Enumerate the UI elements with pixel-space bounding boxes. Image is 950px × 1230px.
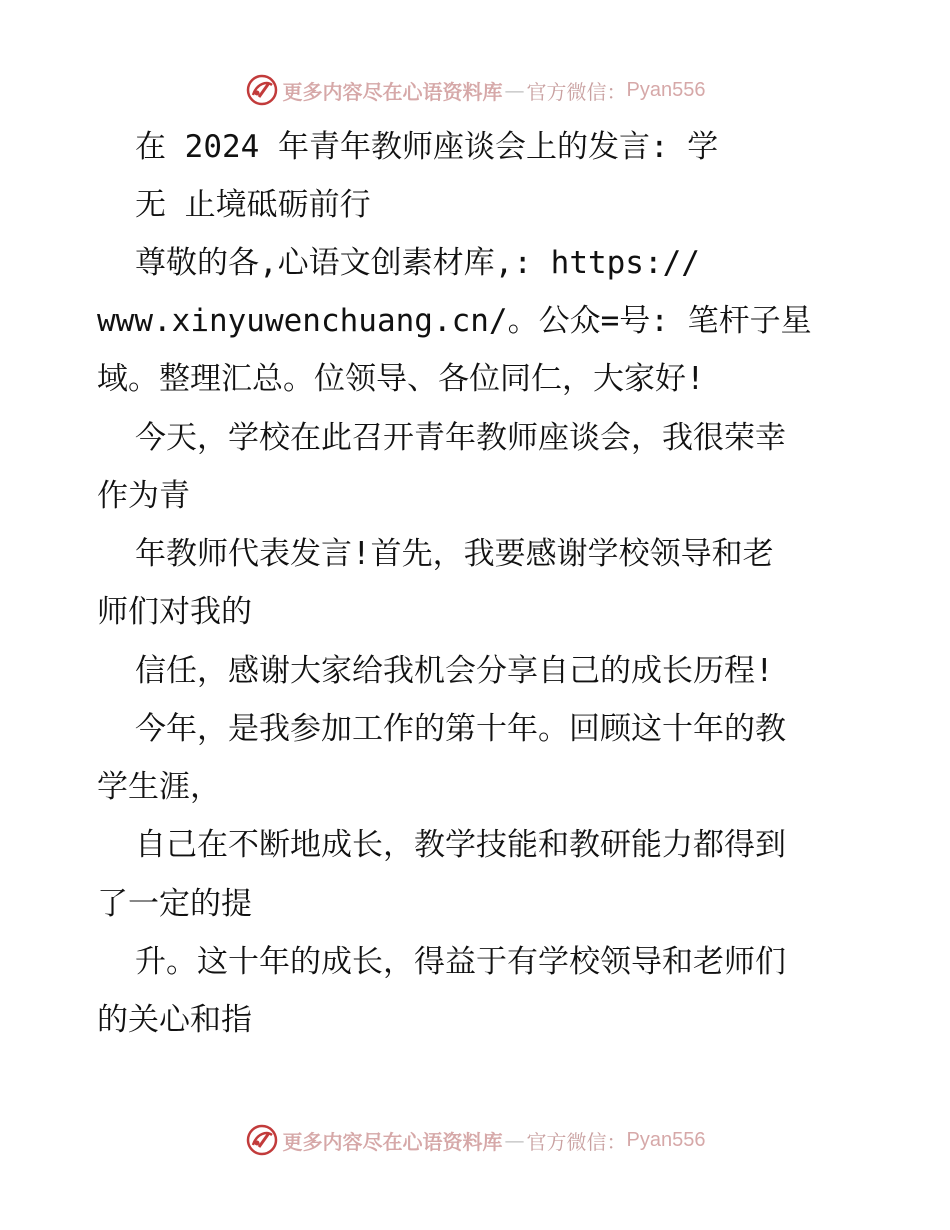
doc-text-line: 今年，是我参加工作的第十年。回顾这十年的教 (135, 711, 786, 747)
footer-watermark (0, 1120, 950, 1160)
watermark-separator: — (504, 78, 525, 102)
doc-text-line: 自己在不断地成长，教学技能和教研能力都得到 (135, 827, 786, 863)
doc-text-line: 尊敬的各,心语文创素材库,: https:// (135, 245, 700, 281)
watermark-brand-text: 更多内容尽在心语资料库 (282, 1129, 503, 1154)
watermark-wechat-id: Pyan556 (626, 1128, 706, 1151)
doc-title-line-1: 在 2024 年青年教师座谈会上的发言: 学 (135, 129, 719, 165)
watermark-brand-text: 更多内容尽在心语资料库 (282, 79, 503, 104)
brand-logo-icon (245, 73, 279, 107)
doc-text-line: 师们对我的 (97, 594, 252, 630)
doc-text-line: 升。这十年的成长，得益于有学校领导和老师们 (135, 944, 786, 980)
doc-text-line: www.xinyuwenchuang.cn/。公众=号: 笔杆子星 (97, 303, 812, 339)
doc-text-line: 年教师代表发言!首先，我要感谢学校领导和老 (135, 536, 774, 572)
watermark-separator: — (504, 1128, 525, 1152)
header-watermark (0, 70, 950, 110)
watermark-wechat-id: Pyan556 (626, 78, 706, 101)
watermark-wechat-label: 官方微信： (526, 1129, 627, 1154)
doc-text-line: 域。整理汇总。位领导、各位同仁，大家好! (97, 361, 705, 397)
brand-logo-icon (245, 1123, 279, 1157)
doc-text-line: 今天，学校在此召开青年教师座谈会，我很荣幸 (135, 420, 786, 456)
watermark-wechat-label: 官方微信： (526, 79, 627, 104)
doc-text-line: 学生涯， (97, 769, 221, 805)
doc-text-line: 作为青 (97, 478, 190, 514)
doc-text-line: 信任，感谢大家给我机会分享自己的成长历程! (135, 653, 774, 689)
doc-title-line-2: 无 止境砥砺前行 (135, 187, 371, 223)
doc-text-line: 了一定的提 (97, 886, 252, 922)
doc-text-line: 的关心和指 (97, 1002, 252, 1038)
